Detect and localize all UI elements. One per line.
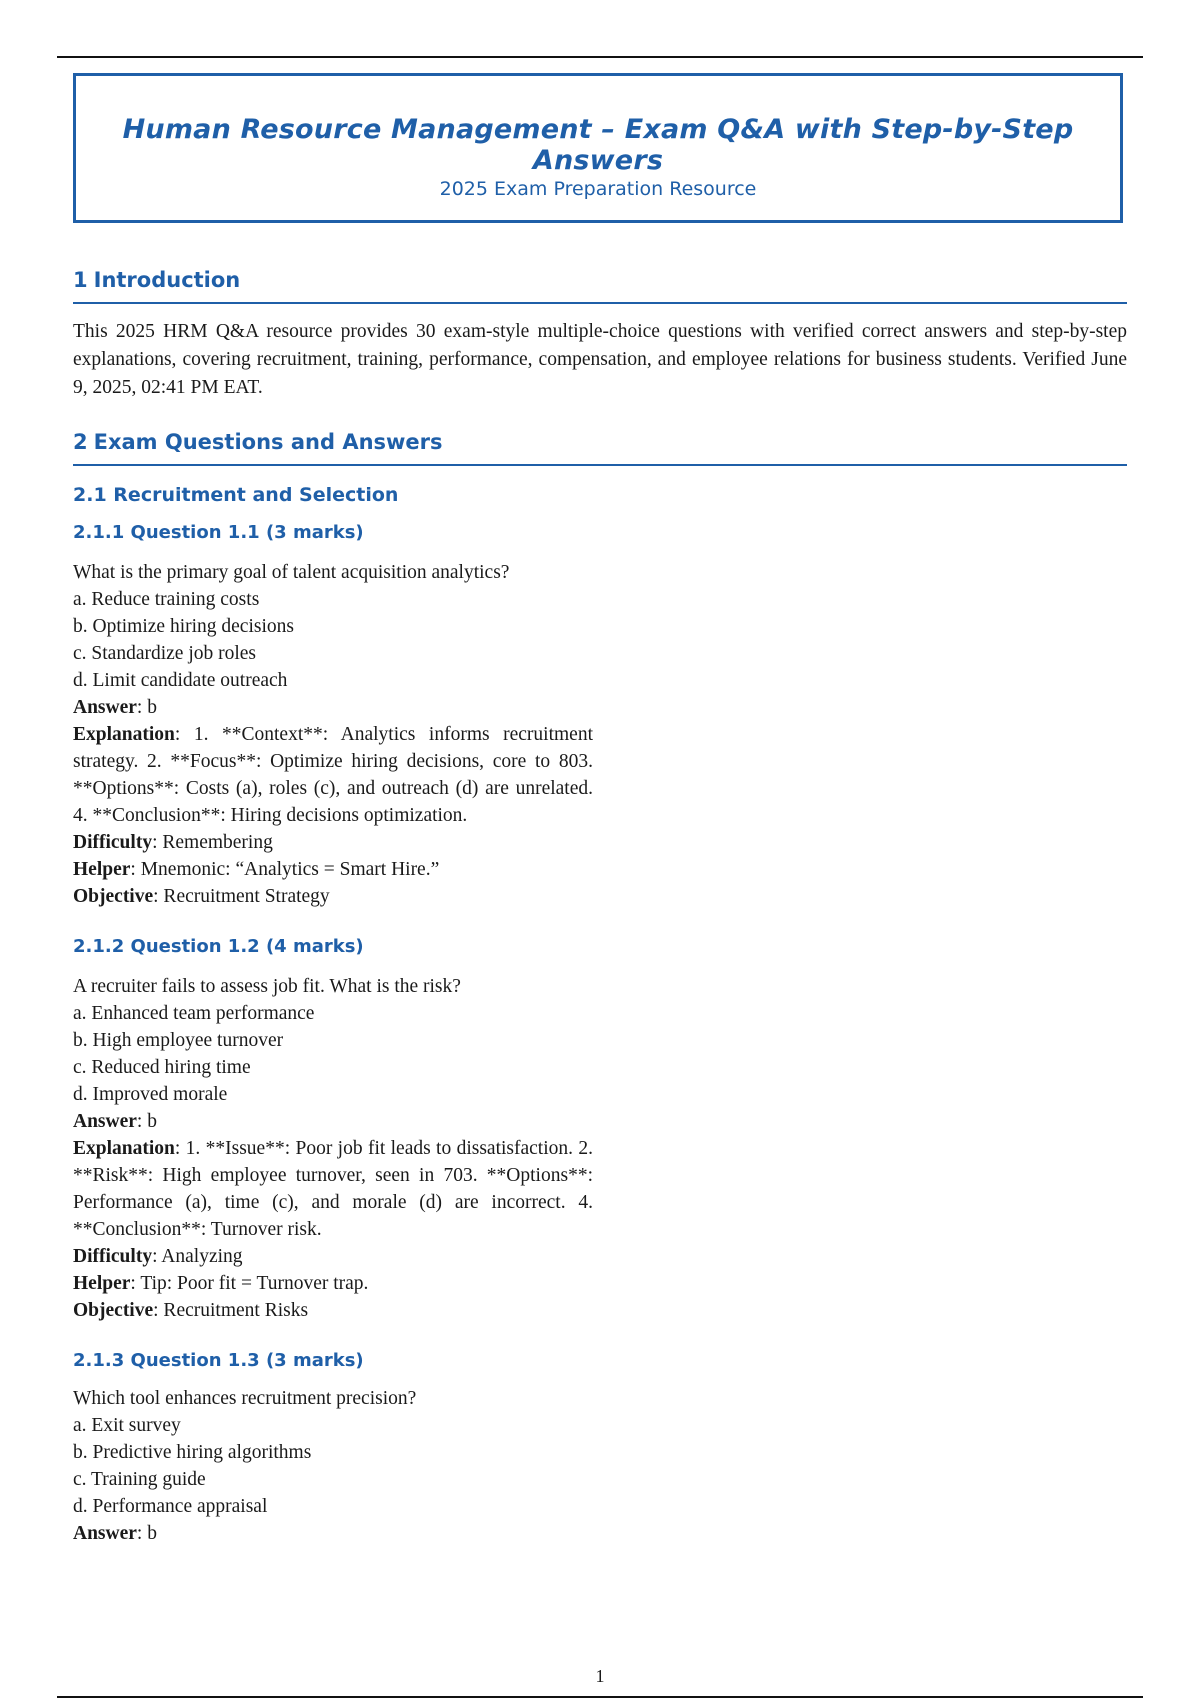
question-text: What is the primary goal of talent acquisition analytics? xyxy=(73,562,510,583)
question-block xyxy=(73,973,593,1324)
page-number: 1 xyxy=(595,1666,605,1686)
objective-line: Objective: Recruitment Strategy xyxy=(73,886,330,907)
introduction-paragraph: This 2025 HRM Q&A resource provides 30 exam-style multiple-choice questions with verified correct answers and step-by-step explanations, covering recruitment, training, performance, compensation, and employee relations for business students. Verified June 9, 2025, 02:41 PM EAT. xyxy=(73,321,1127,398)
question-block xyxy=(73,559,593,910)
option-c: c. Training guide xyxy=(73,1469,206,1490)
option-c: c. Standardize job roles xyxy=(73,643,257,664)
subsection-number: 2.1 xyxy=(73,484,107,506)
answer-line: Answer: b xyxy=(73,1523,157,1544)
subsection-title: Recruitment and Selection xyxy=(113,484,399,506)
option-b: b. High employee turnover xyxy=(73,1030,284,1051)
answer-line: Answer: b xyxy=(73,1111,157,1132)
document-title: Human Resource Management – Exam Q&A with Step-by-Step Answers xyxy=(122,114,1074,176)
document-body xyxy=(73,268,1127,1547)
objective-line: Objective: Recruitment Risks xyxy=(73,1300,309,1321)
question-heading: 2.1.3 Question 1.3 (3 marks) xyxy=(73,1350,364,1371)
bottom-rule xyxy=(57,1696,1143,1698)
section-number: 2 xyxy=(73,430,88,454)
answer-line: Answer: b xyxy=(73,697,157,718)
title-box xyxy=(73,73,1123,223)
section-heading-introduction xyxy=(73,268,1127,304)
question-text: Which tool enhances recruitment precision? xyxy=(73,1388,417,1409)
option-d: d. Limit candidate outreach xyxy=(73,670,288,691)
question-block xyxy=(73,1385,593,1547)
option-d: d. Improved morale xyxy=(73,1084,228,1105)
option-a: a. Exit survey xyxy=(73,1415,181,1436)
helper-line: Helper: Tip: Poor fit = Turnover trap. xyxy=(73,1273,369,1294)
difficulty-line: Difficulty: Analyzing xyxy=(73,1246,243,1267)
question-heading: 2.1.2 Question 1.2 (4 marks) xyxy=(73,936,364,957)
option-a: a. Reduce training costs xyxy=(73,589,260,610)
section-title: Introduction xyxy=(93,268,241,292)
option-b: b. Predictive hiring algorithms xyxy=(73,1442,312,1463)
explanation-line: Explanation: 1. **Issue**: Poor job fit leads to dissatisfaction. 2. **Risk**: High employee turnover, seen in 703. **Options**: Performance (a), time (c), and morale (d) are incorrect. 4. **Conclusion**: Turnover risk. xyxy=(73,1138,593,1240)
helper-line: Helper: Mnemonic: “Analytics = Smart Hire.” xyxy=(73,859,440,880)
subsection-heading-recruitment xyxy=(73,484,1127,506)
option-a: a. Enhanced team performance xyxy=(73,1003,315,1024)
question-text: A recruiter fails to assess job fit. What is the risk? xyxy=(73,976,461,997)
option-c: c. Reduced hiring time xyxy=(73,1057,251,1078)
option-d: d. Performance appraisal xyxy=(73,1496,268,1517)
section-heading-exam xyxy=(73,430,1127,466)
document-subtitle: 2025 Exam Preparation Resource xyxy=(439,178,757,200)
section-number: 1 xyxy=(73,268,88,292)
explanation-line: Explanation: 1. **Context**: Analytics informs recruitment strategy. 2. **Focus**: Optimize hiring decisions, core to 803. **Options**: Costs (a), roles (c), and outreach (d) are unrelated. 4. **Conclusion**: Hiring decisions optimization. xyxy=(73,724,593,826)
section-title: Exam Questions and Answers xyxy=(93,430,443,454)
option-b: b. Optimize hiring decisions xyxy=(73,616,294,637)
question-heading: 2.1.1 Question 1.1 (3 marks) xyxy=(73,522,364,543)
difficulty-line: Difficulty: Remembering xyxy=(73,832,273,853)
top-rule xyxy=(57,56,1143,58)
